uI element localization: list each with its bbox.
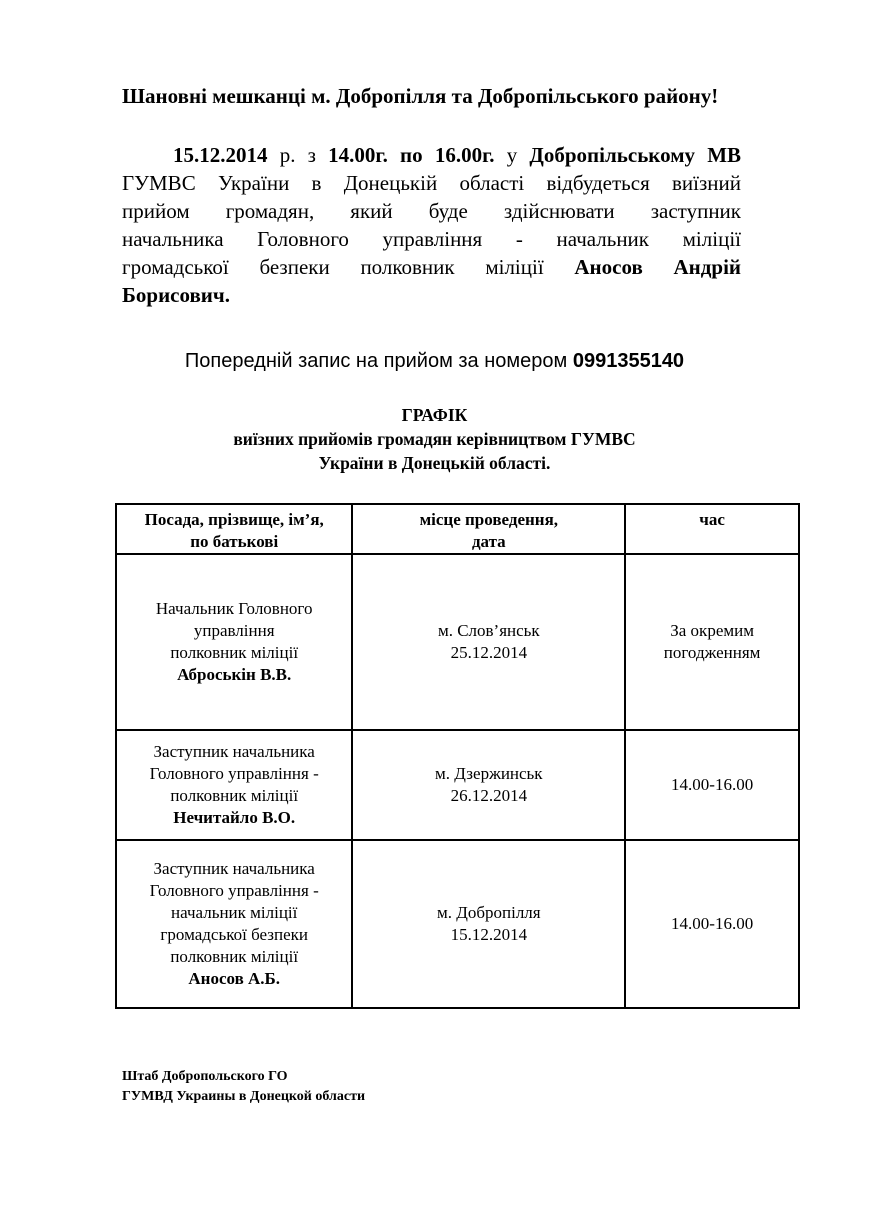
header-place-l2: дата — [471, 532, 506, 551]
row2-name: Нечитайло В.О. — [173, 808, 296, 827]
announcement-paragraph — [122, 141, 741, 309]
announcement-place: Добропільському МВ — [529, 143, 742, 167]
row3-place-date — [352, 840, 625, 1008]
schedule-table — [115, 503, 800, 1009]
time-from: 14.00г. — [328, 143, 388, 167]
row1-pos-l1: Начальник Головного — [155, 599, 313, 618]
row3-time-l1: 14.00-16.00 — [671, 914, 754, 933]
announcement-line-1 — [122, 141, 741, 169]
official-name-part1: Аносов Андрій — [574, 255, 742, 279]
row3-pos-l2: Головного управління - — [149, 881, 319, 900]
announcement-line-2: ГУМВС України в Донецькій області відбудеться виїзний — [122, 171, 741, 195]
row2-place-date — [352, 730, 625, 840]
preregistration-text: Попередній запис на прийом за номером — [184, 350, 568, 372]
schedule-title: ГРАФІК — [401, 405, 468, 425]
row1-place: м. Слов’янськ — [437, 621, 540, 640]
row1-time-l1: За окремим — [670, 621, 754, 640]
schedule-subtitle-line2: України в Донецькій області. — [318, 453, 551, 473]
table-header-row — [116, 504, 799, 554]
row3-name: Аносов А.Б. — [188, 969, 281, 988]
row3-pos-l4: громадської безпеки — [160, 925, 308, 944]
row2-time-l1: 14.00-16.00 — [671, 775, 754, 794]
table-row — [116, 730, 799, 840]
row1-time — [625, 554, 799, 730]
row2-pos-l1: Заступник начальника — [153, 742, 315, 761]
row3-pos-l5: полковник міліції — [170, 947, 299, 966]
row3-date: 15.12.2014 — [450, 925, 528, 944]
row2-position — [116, 730, 352, 840]
po-word: по — [400, 143, 423, 167]
header-time — [625, 504, 799, 554]
schedule-subtitle-line1: виїзних прийомів громадян керівництвом ГУМВС — [233, 429, 636, 449]
greeting-heading: Шановні мешканці м. Добропілля та Добропільського району! — [122, 84, 719, 108]
row1-date: 25.12.2014 — [450, 643, 528, 662]
row1-position — [116, 554, 352, 730]
schedule-title-block — [0, 403, 869, 475]
announcement-date: 15.12.2014 — [173, 143, 268, 167]
row1-place-date — [352, 554, 625, 730]
header-place-l1: місце проведення, — [419, 510, 559, 529]
row2-pos-l3: полковник міліції — [170, 786, 299, 805]
announcement-line-3: прийом громадян, який буде здійснювати заступник — [122, 199, 741, 223]
row3-position — [116, 840, 352, 1008]
row2-pos-l2: Головного управління - — [149, 764, 319, 783]
footer-line2: ГУМВД Украины в Донецкой области — [122, 1089, 366, 1104]
line5-text: громадської безпеки полковник міліції — [122, 255, 544, 279]
row1-pos-l3: полковник міліції — [170, 643, 299, 662]
announcement-line-5 — [122, 253, 741, 281]
footer-signature — [122, 1067, 365, 1107]
header-position-l2: по батькові — [190, 532, 279, 551]
official-name-part2: Борисович. — [122, 283, 230, 307]
preregistration-line — [0, 350, 869, 373]
table-row — [116, 840, 799, 1008]
row3-time — [625, 840, 799, 1008]
header-position — [116, 504, 352, 554]
table-row — [116, 554, 799, 730]
r-abbrev: р. — [279, 143, 296, 167]
row1-time-l2: погодженням — [663, 643, 761, 662]
time-to: 16.00г. — [434, 143, 495, 167]
row1-pos-l2: управління — [193, 621, 275, 640]
header-place-date — [352, 504, 625, 554]
header-position-l1: Посада, прізвище, ім’я, — [144, 510, 324, 529]
row2-time — [625, 730, 799, 840]
row3-place: м. Добропілля — [437, 903, 541, 922]
row2-date: 26.12.2014 — [450, 786, 528, 805]
row1-name: Аброськін В.В. — [177, 665, 292, 684]
row3-pos-l1: Заступник начальника — [153, 859, 315, 878]
u-word: у — [506, 143, 518, 167]
footer-line1: Штаб Добропольского ГО — [122, 1069, 288, 1084]
phone-number: 0991355140 — [572, 350, 685, 372]
z-word: з — [307, 143, 316, 167]
announcement-line-4: начальника Головного управління - начальник міліції — [122, 227, 741, 251]
row2-place: м. Дзержинськ — [435, 764, 543, 783]
header-time-l1: час — [699, 510, 725, 529]
row3-pos-l3: начальник міліції — [171, 903, 298, 922]
